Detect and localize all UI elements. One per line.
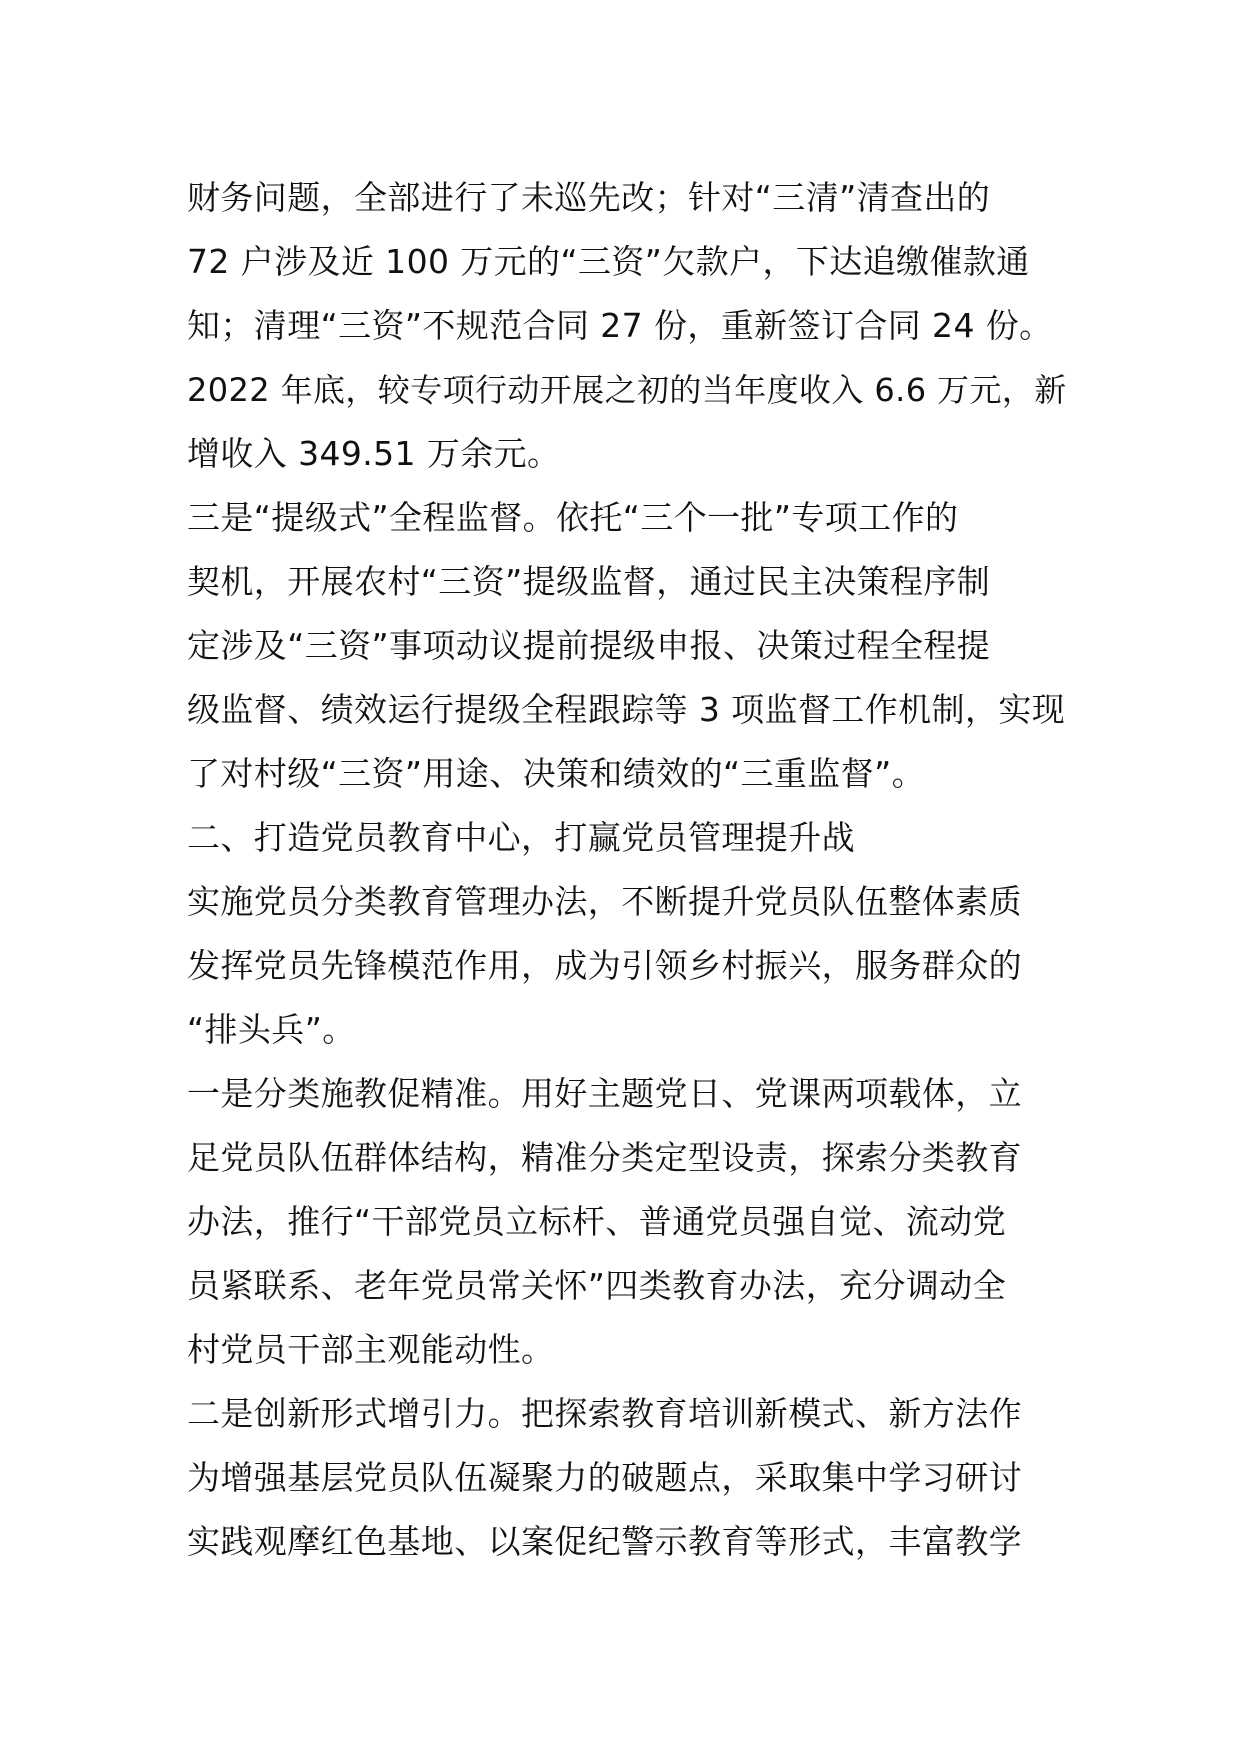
text-line: 契机，开展农村“三资”提级监督，通过民主决策程序制 [187,562,991,601]
text-line: 发挥党员先锋模范作用，成为引领乡村振兴，服务群众的 [187,946,1022,985]
text-line: 为增强基层党员队伍凝聚力的破题点，采取集中学习研讨 [187,1458,1022,1497]
text-line: 级监督、绩效运行提级全程跟踪等 3 项监督工作机制，实现 [187,690,1066,729]
text-line: 定涉及“三资”事项动议提前提级申报、决策过程全程提 [187,626,991,665]
text-line: 财务问题，全部进行了未巡先改；针对“三清”清查出的 [187,178,991,217]
text-line: 村党员干部主观能动性。 [187,1330,555,1369]
text-line: 增收入 349.51 万余元。 [187,434,561,473]
text-line: “排头兵”。 [187,1010,356,1049]
text-line: 二是创新形式增引力。把探索教育培训新模式、新方法作 [187,1394,1022,1433]
text-line: 实践观摩红色基地、以案促纪警示教育等形式，丰富教学 [187,1522,1022,1561]
text-line: 知；清理“三资”不规范合同 27 份，重新签订合同 24 份。 [187,306,1053,345]
section-heading: 二、打造党员教育中心，打赢党员管理提升战 [187,818,855,857]
text-line: 实施党员分类教育管理办法，不断提升党员队伍整体素质 [187,882,1022,921]
text-line: 一是分类施教促精准。用好主题党日、党课两项载体，立 [187,1074,1022,1113]
text-line: 三是“提级式”全程监督。依托“三个一批”专项工作的 [187,498,959,537]
text-line: 足党员队伍群体结构，精准分类定型设责，探索分类教育 [187,1138,1022,1177]
text-line: 办法，推行“干部党员立标杆、普通党员强自觉、流动党 [187,1202,1007,1241]
body-text [187,166,1067,1574]
text-line: 72 户涉及近 100 万元的“三资”欠款户，下达追缴催款通 [187,242,1030,281]
text-line: 了对村级“三资”用途、决策和绩效的“三重监督”。 [187,754,925,793]
text-line: 员紧联系、老年党员常关怀”四类教育办法，充分调动全 [187,1266,1007,1305]
text-line: 2022 年底，较专项行动开展之初的当年度收入 6.6 万元，新 [187,371,1067,409]
